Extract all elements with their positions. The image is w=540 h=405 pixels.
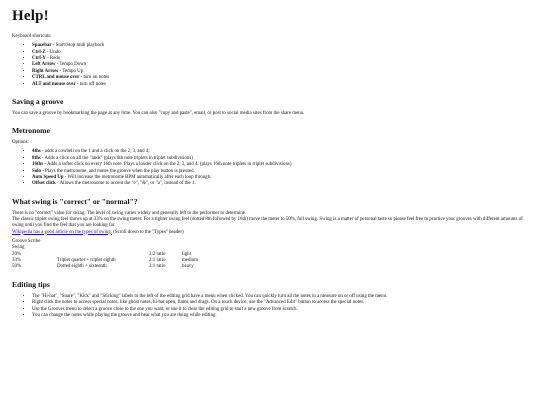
editing-tips-list	[12, 294, 528, 320]
table-row	[12, 264, 198, 270]
swing-heading: What swing is "correct" or "normal"?	[12, 196, 138, 206]
swing-percent: 50%	[12, 264, 21, 270]
swing-label: heavy	[182, 264, 194, 270]
shortcut-desc: - Undo	[45, 49, 61, 55]
option-key: 4ths	[32, 149, 41, 155]
swing-ratio: 3:2 ratio	[149, 251, 166, 257]
swing-ratio: 3:1 ratio	[149, 264, 166, 270]
swing-label: medium	[182, 257, 199, 263]
shortcut-desc: - Tempo Down	[55, 62, 87, 68]
swing-paragraph-1: There is no "correct" value for swing. The level of swing varies widely and generally left to the performer to determine.	[12, 210, 247, 216]
shortcut-key: Ctrl-Y	[32, 56, 46, 62]
list-item: • The "Hi-hat", "Snare", "Kick" and "Sticking" labels to the left of the editing grid have a menu when clicked. You can quickly turn all the notes in a measure on or off using the menu.	[32, 294, 528, 300]
option-desc: - Allows the metronome to accent the "e", "&", or "a", instead of the 1.	[55, 181, 196, 187]
table-header: Swing	[12, 245, 25, 251]
shortcut-desc: - Redo	[45, 56, 61, 62]
keyboard-shortcuts-list	[12, 43, 528, 88]
shortcut-desc: - turn off notes	[75, 81, 106, 87]
metronome-intro: Options:	[12, 140, 29, 146]
swing-link-line	[12, 230, 528, 236]
shortcut-desc: - Tempo Up	[58, 68, 84, 74]
metronome-options-list	[12, 149, 528, 187]
option-key: Auto Speed Up	[32, 175, 64, 181]
list-item	[32, 181, 528, 187]
table-header: Groove Scribe	[12, 238, 41, 244]
shortcut-key: Right Arrow	[32, 68, 59, 74]
option-desc: - Adds a click on all the "ands" (plays 8th note triplets in triplet subdivisions)	[40, 155, 193, 161]
shortcut-key: ALT and mouse over	[32, 81, 76, 87]
saving-text: You can save a groove by bookmarking the page at any time. You can also "copy and paste", email, or post to social media sites from the share menu.	[12, 111, 305, 117]
option-desc: - Plays the metronome, and mutes the groove when the play button is pressed.	[40, 168, 195, 174]
shortcut-key: Ctrl-Z	[32, 49, 46, 55]
list-item	[32, 82, 528, 88]
swing-table	[12, 239, 198, 271]
list-item: • Use the Grooves menu to select a groove close to the one you want, or use it to clear the editing grid to start a new groove from scratch.	[32, 307, 528, 313]
list-item: • Right click the notes to access special notes, like ghost notes, hi-hat open, flams and drags. On a touch device, use the "Advanced Edit" button to access the special notes.	[32, 300, 528, 306]
option-key: 8ths	[32, 155, 41, 161]
swing-percent: 20%	[12, 251, 21, 257]
swing-desc: Triplet quarter + triplet eighth	[57, 257, 116, 263]
option-key: Offset click	[32, 181, 56, 187]
option-desc: - adds a cowbell on the 1 and a click on the 2, 3, and 4;	[40, 149, 150, 155]
editing-heading: Editing tips	[12, 279, 50, 289]
saving-heading: Saving a groove	[12, 97, 64, 107]
swing-ratio: 2:1 ratio	[149, 257, 166, 263]
shortcut-desc: - turn on notes	[79, 75, 110, 81]
swing-label: light	[182, 251, 191, 257]
shortcut-desc: - Start/Stop midi playback	[51, 43, 105, 49]
option-key: 16ths	[32, 162, 44, 168]
option-desc: - Adds a softer click on every 16th note. Plays a louder click on the 2, 3, and 4. (plays 16th note triplets in triplet subdivisions)	[43, 162, 292, 168]
option-key: Solo	[32, 168, 41, 174]
shortcut-key: CTRL and mouse over	[32, 75, 80, 81]
page-title: Help!	[12, 8, 49, 24]
shortcut-key: Spacebar	[32, 43, 52, 49]
swing-paragraph-2: The classic triplet swing feel shows up at 33% on the swing meter. For a tighter swing feel (dotted 8th followed by 16th) move the meter to 50%, full swing. Swing is a matter of personal taste so please feel free to practice your grooves with different amounts of swing until you find the feel that you are looking for.	[12, 217, 523, 229]
metronome-heading: Metronome	[12, 126, 50, 136]
shortcut-key: Left Arrow	[32, 62, 56, 68]
link-note: (Scroll down to the "Types" header)	[112, 229, 184, 235]
wikipedia-swing-link[interactable]: Wikipedia has a good article on the types of swing.	[12, 229, 113, 235]
option-desc: - Will increase the metronome BPM automatically after each loop through.	[63, 175, 212, 181]
keyboard-intro: Keyboard shortcuts:	[12, 34, 52, 39]
list-item: • You can change the notes while playing the groove and hear what you are doing while editing.	[32, 313, 528, 319]
swing-desc: Dotted eighth + sixteenth	[57, 264, 107, 270]
swing-percent: 33%	[12, 257, 21, 263]
